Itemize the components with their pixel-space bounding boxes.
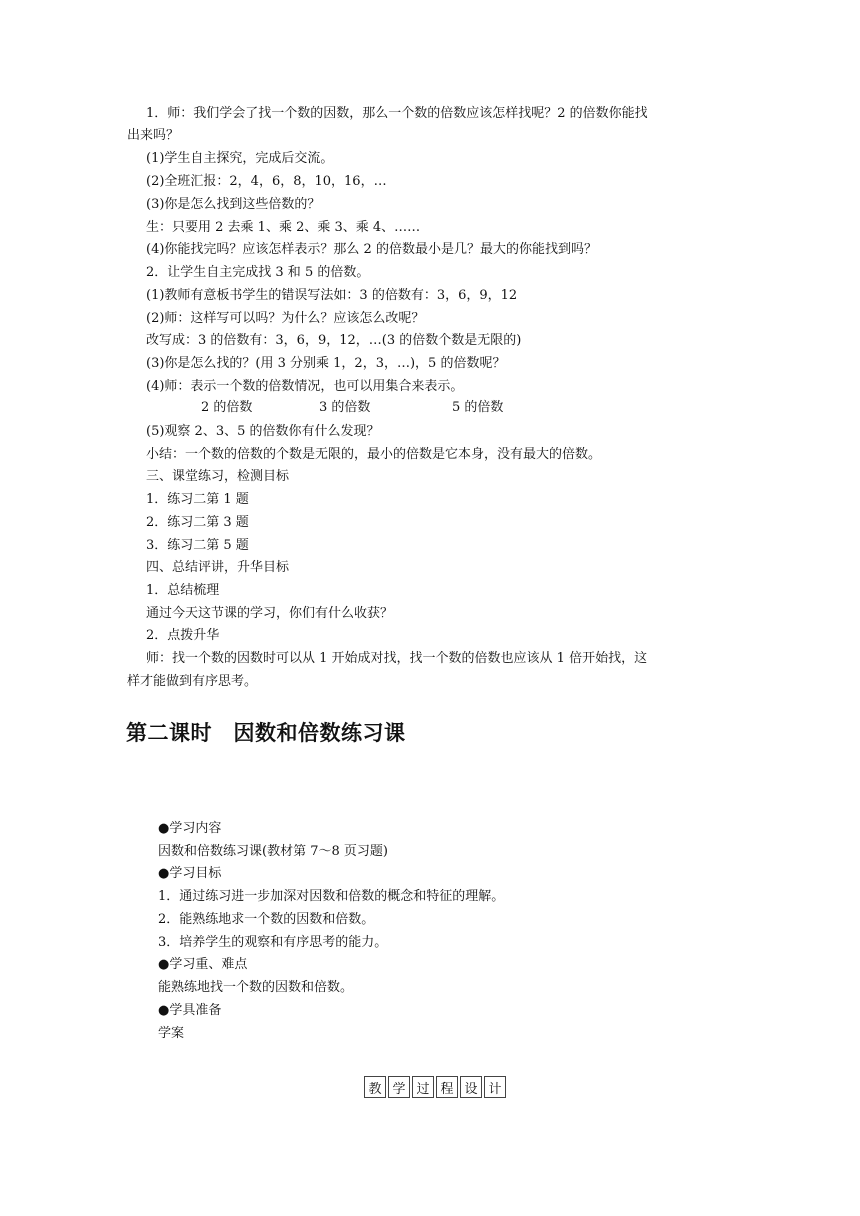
- title-char-box: 程: [436, 1076, 458, 1098]
- list-item: 1．练习二第 1 题: [146, 492, 249, 507]
- para-line: (3)你是怎么找到这些倍数的？: [146, 197, 321, 212]
- section-label: ●学习内容: [158, 821, 222, 836]
- para-line: (5)观察 2、3、5 的倍数你有什么发现？: [146, 424, 380, 439]
- para-line: 师：找一个数的因数时可以从 1 开始成对找，找一个数的倍数也应该从 1 倍开始找，这: [146, 651, 648, 666]
- para-line: (3)你是怎么找的？(用 3 分别乘 1，2，3，…)，5 的倍数呢？: [146, 356, 506, 371]
- list-item: 3．练习二第 5 题: [146, 538, 249, 553]
- list-item: 2．点拨升华: [146, 628, 220, 643]
- para-line: 小结：一个数的倍数的个数是无限的，最小的倍数是它本身，没有最大的倍数。: [146, 447, 602, 462]
- section-label: ●学习目标: [158, 866, 222, 881]
- para-line: (4)师：表示一个数的倍数情况，也可以用集合来表示。: [146, 379, 464, 394]
- para-line: (2)师：这样写可以吗？为什么？应该怎么改呢？: [146, 311, 425, 326]
- para-line: 改写成：3 的倍数有：3，6，9，12，…(3 的倍数个数是无限的): [146, 333, 522, 348]
- title-char-box: 过: [412, 1076, 434, 1098]
- list-item: 1．总结梳理: [146, 583, 220, 598]
- para-line: 1．师：我们学会了找一个数的因数，那么一个数的倍数应该怎样找呢？2 的倍数你能找: [146, 106, 648, 121]
- para-line: (4)你能找完吗？应该怎样表示？那么 2 的倍数最小是几？最大的你能找到吗？: [146, 242, 597, 257]
- lesson-heading: 第二课时 因数和倍数练习课: [126, 721, 406, 745]
- para-line: 生：只要用 2 去乘 1、乘 2、乘 3、乘 4、……: [146, 220, 421, 235]
- para-line: 能熟练地找一个数的因数和倍数。: [158, 980, 354, 995]
- list-item: 2．练习二第 3 题: [146, 515, 249, 530]
- list-item: 3．培养学生的观察和有序思考的能力。: [158, 935, 388, 950]
- para-line: 出来吗？: [127, 128, 180, 143]
- para-line: 因数和倍数练习课(教材第 7～8 页习题): [158, 844, 388, 859]
- para-line: 通过今天这节课的学习，你们有什么收获？: [146, 606, 394, 621]
- section-title: 三、课堂练习，检测目标: [146, 469, 290, 484]
- section-title: 四、总结评讲，升华目标: [146, 560, 290, 575]
- process-design-title: [364, 1076, 506, 1098]
- title-char-box: 教: [364, 1076, 386, 1098]
- para-line: (1)教师有意板书学生的错误写法如：3 的倍数有：3，6，9，12: [146, 288, 518, 303]
- para-line: (1)学生自主探究，完成后交流。: [146, 151, 334, 166]
- title-char-box: 设: [460, 1076, 482, 1098]
- set-label-3: 3 的倍数: [319, 400, 371, 415]
- para-line: 学案: [158, 1026, 185, 1041]
- section-label: ●学习重、难点: [158, 957, 248, 972]
- para-line: (2)全班汇报：2，4，6，8，10，16，…: [146, 174, 387, 189]
- section-label: ●学具准备: [158, 1003, 222, 1018]
- list-item: 1．通过练习进一步加深对因数和倍数的概念和特征的理解。: [158, 889, 505, 904]
- set-label-2: 2 的倍数: [201, 400, 253, 415]
- para-line: 样才能做到有序思考。: [127, 674, 258, 689]
- list-item: 2．能熟练地求一个数的因数和倍数。: [158, 912, 375, 927]
- set-label-5: 5 的倍数: [452, 400, 504, 415]
- title-char-box: 计: [484, 1076, 506, 1098]
- title-char-box: 学: [388, 1076, 410, 1098]
- para-line: 2．让学生自主完成找 3 和 5 的倍数。: [146, 265, 370, 280]
